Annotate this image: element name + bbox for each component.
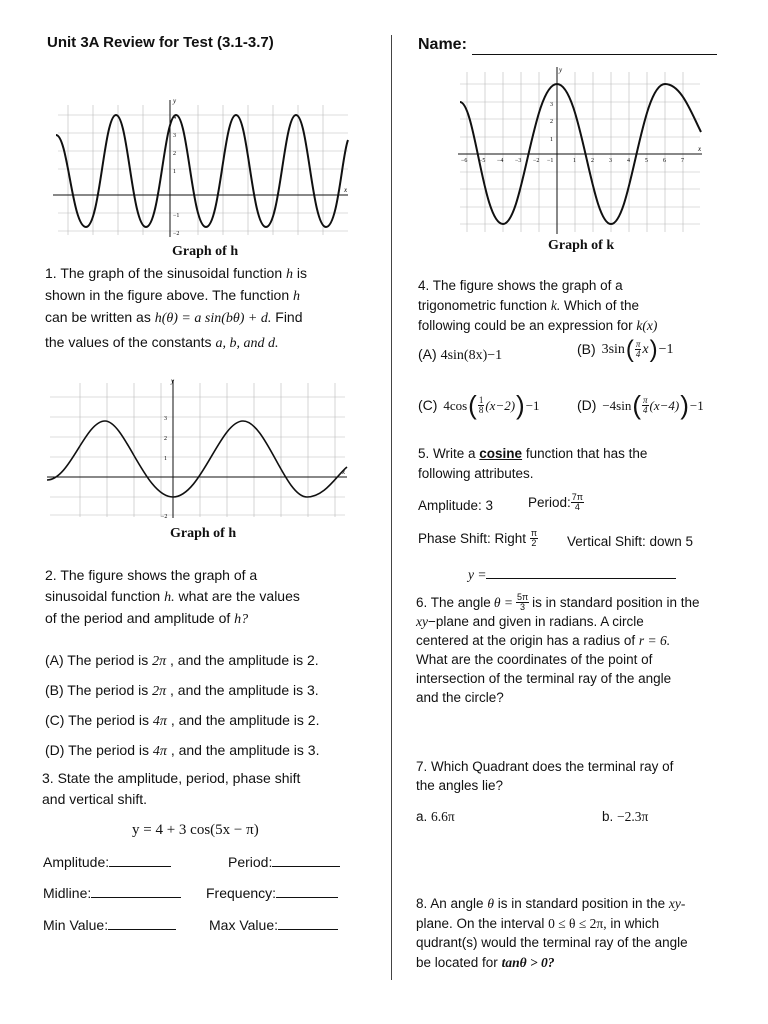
svg-text:−6: −6 [461,158,468,164]
q5-vertical-shift: Vertical Shift: down 5 [567,534,694,549]
amplitude-blank[interactable] [109,866,171,867]
q6-prompt: 6. The angle θ = $\frac{5\pi}{3}$ is in standard position in the xy−plane and given in radians. A circle centered at the origin has a radius of r = 6. What are the coordinates of the point of intersection of the terminal ray of the angle and the circle? [416,592,700,705]
q3-midline: Midline: [43,883,181,904]
q5-answer: y = [468,564,676,585]
q8-prompt: 8. An angle θ is in standard position in the xy- plane. On the interval 0 ≤ θ ≤ 2π, in which qudrant(s) would the terminal ray of the angle be located for tanθ > 0? [416,896,688,970]
svg-text:4: 4 [173,115,176,121]
svg-text:−4: −4 [497,158,504,164]
frequency-blank[interactable] [276,897,338,898]
graph-h-2 [45,375,350,520]
svg-text:5: 5 [645,158,648,164]
q7-prompt: 7. Which Quadrant does the terminal ray of the angles lie? [416,759,674,793]
graph-k [455,62,705,237]
svg-text:y: y [559,66,563,74]
q5-phase-shift: Phase Shift: Right $\frac{\pi}{2}$ [418,528,538,548]
svg-text:7: 7 [681,158,684,164]
q2-prompt: 2. The figure shows the graph of a sinusoidal function h. what are the values of the period and amplitude of h? [45,567,300,627]
column-divider [391,35,392,980]
svg-text:2: 2 [173,151,176,157]
q4-option-c[interactable]: (C) 4cos ( $\frac{1}{8}$ (x−2) ) −1 [418,390,540,420]
q5-amplitude: Amplitude: 3 [418,498,494,513]
q5-answer-blank[interactable] [486,578,676,579]
svg-text:x: x [698,145,702,153]
q4-option-b[interactable]: (B) 3sin ( $\frac{\pi}{4}$ x ) −1 [577,336,674,363]
svg-text:−3: −3 [515,158,522,164]
svg-text:1: 1 [173,169,176,175]
svg-text:−2: −2 [533,158,540,164]
max-blank[interactable] [278,929,338,930]
q2-option-a[interactable]: (A) The period is 2π , and the amplitude is 2. [45,652,319,669]
svg-text:y: y [173,97,177,105]
q5-period: Period: $\frac{7\pi}{4}$ [528,492,583,512]
svg-text:4: 4 [627,158,630,164]
q1-formula: h(θ) = a sin(bθ) + d. [154,311,272,326]
q2-option-b[interactable]: (B) The period is 2π , and the amplitude is 3. [45,682,319,699]
cosine-emphasis: cosine [479,446,523,461]
q3-max: Max Value: [209,915,338,936]
q2-options [45,650,385,770]
svg-text:−1: −1 [173,213,180,219]
q3-min: Min Value: [43,915,176,936]
worksheet-title: Unit 3A Review for Test (3.1-3.7) [47,34,274,51]
svg-text:6: 6 [663,158,666,164]
svg-text:−5: −5 [479,158,486,164]
q4-option-a[interactable]: (A) 4sin(8x)−1 [418,346,503,363]
svg-text:−2: −2 [161,514,168,520]
svg-text:2: 2 [164,436,167,442]
svg-text:3: 3 [609,158,612,164]
midline-blank[interactable] [91,897,181,898]
q4-option-d[interactable]: (D) −4sin ( $\frac{\pi}{4}$ (x−4) ) −1 [577,390,704,420]
svg-text:x: x [342,468,346,476]
svg-text:x: x [344,186,348,194]
q7-part-b: b. −2.3π [602,809,649,824]
q4-prompt: 4. The figure shows the graph of a trigonometric function k. Which of the following could be an expression for k(x) [418,278,658,333]
min-blank[interactable] [108,929,176,930]
q3-period: Period: [228,852,340,873]
graph-h-1 [48,95,358,240]
svg-text:−1: −1 [547,158,554,164]
svg-text:2: 2 [591,158,594,164]
svg-text:3: 3 [164,416,167,422]
svg-text:3: 3 [173,133,176,139]
q3-frequency: Frequency: [206,883,338,904]
svg-text:3: 3 [550,102,553,108]
q1-prompt: 1. The graph of the sinusoidal function h is shown in the figure above. The function h can be written as h(θ) = a sin(bθ) + d. Find the values of the constants a, b, and d. [45,265,308,351]
q3-prompt: 3. State the amplitude, period, phase shift and vertical shift. [42,770,301,807]
svg-text:−2: −2 [173,231,180,237]
svg-text:1: 1 [164,456,167,462]
name-field[interactable] [472,54,717,55]
graph-h-caption-1: Graph of h [172,244,239,259]
graph-k-caption: Graph of k [548,238,615,253]
q5-prompt: 5. Write a cosine function that has the following attributes. [418,446,648,481]
q7-part-a: a. 6.6π [416,809,455,824]
q3-equation: y = 4 + 3 cos(5x − π) [132,822,259,838]
q2-option-d[interactable]: (D) The period is 4π , and the amplitude is 3. [45,742,320,759]
q2-option-c[interactable]: (C) The period is 4π , and the amplitude is 2. [45,712,320,729]
svg-text:2: 2 [550,119,553,125]
q3-amplitude: Amplitude: [43,852,171,873]
graph-h-caption-2: Graph of h [170,526,237,541]
svg-text:1: 1 [550,137,553,143]
period-blank[interactable] [272,866,340,867]
name-label: Name: [418,36,467,53]
svg-text:y: y [171,377,175,385]
svg-text:1: 1 [573,158,576,164]
